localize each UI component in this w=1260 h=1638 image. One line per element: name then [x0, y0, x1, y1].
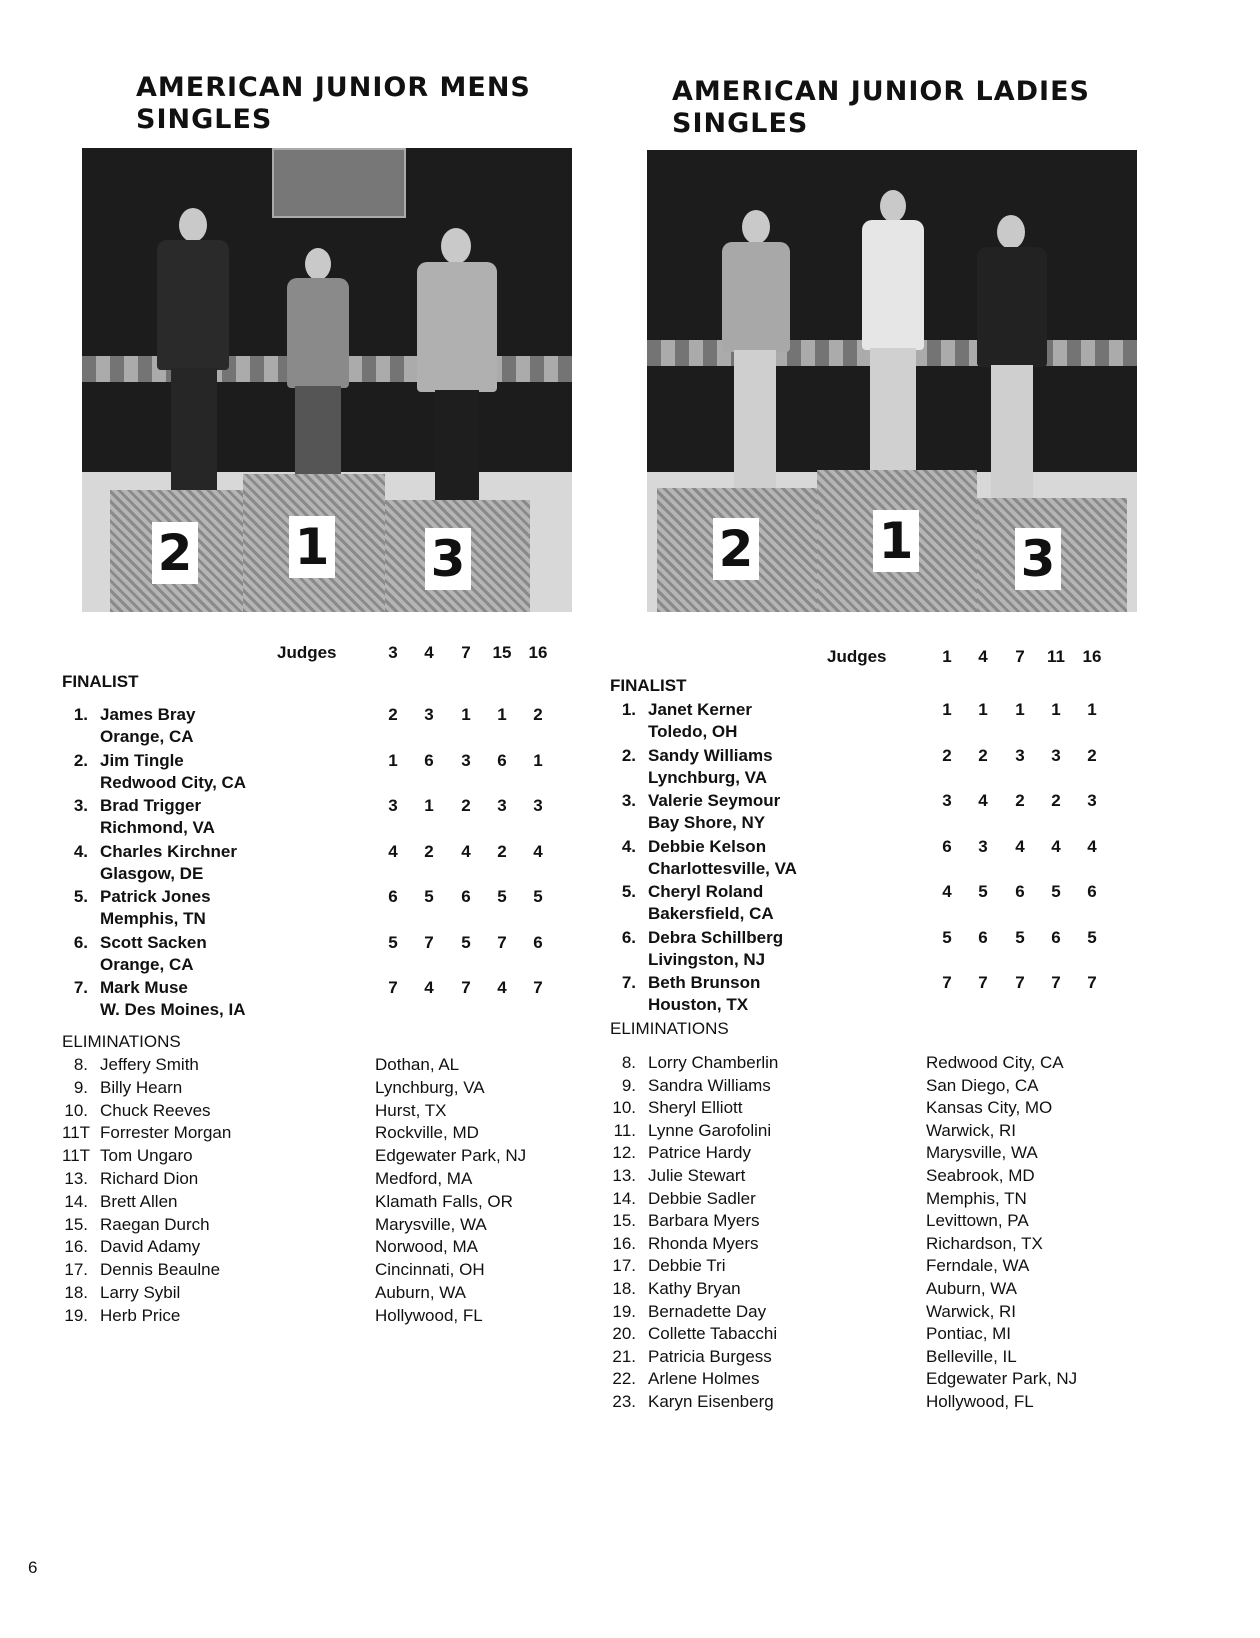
- judge-score: 5: [461, 932, 471, 952]
- elimination-row: [610, 1097, 1150, 1119]
- judge-number: 7: [461, 643, 471, 662]
- judge-score: 3: [388, 796, 398, 815]
- finalist-row: [610, 699, 1150, 743]
- judge-score: 3: [424, 705, 434, 724]
- finalist-row: [62, 750, 602, 794]
- elimination-city: Richardson, TX: [926, 1233, 1043, 1253]
- elimination-city: Rockville, MD: [375, 1123, 479, 1143]
- judge-score: 5: [1051, 882, 1061, 901]
- judge-score: 3: [1051, 745, 1061, 765]
- elimination-rank: 21.: [612, 1346, 636, 1366]
- elimination-city: Levittown, PA: [926, 1211, 1029, 1231]
- elimination-rank: 11T: [62, 1146, 91, 1166]
- ladies-finalist-label: FINALIST: [610, 676, 687, 695]
- elimination-city: Dothan, AL: [375, 1055, 460, 1074]
- elimination-name: Arlene Holmes: [648, 1369, 760, 1389]
- judge-score: 6: [424, 750, 434, 770]
- judge-score: 5: [533, 887, 543, 906]
- finalist-city: Bakersfield, CA: [648, 904, 774, 923]
- judge-number: 11: [1047, 647, 1065, 666]
- finalist-row: [610, 927, 1150, 971]
- elimination-name: David Adamy: [100, 1237, 201, 1257]
- elimination-rank: 19.: [64, 1305, 88, 1325]
- elimination-name: Karyn Eisenberg: [648, 1392, 774, 1411]
- elimination-city: Memphis, TN: [926, 1188, 1027, 1208]
- judge-score: 7: [424, 932, 434, 952]
- finalist-city: Livingston, NJ: [648, 949, 766, 969]
- judge-score: 1: [1051, 700, 1061, 719]
- finalist-name: James Bray: [100, 705, 196, 724]
- elimination-city: Auburn, WA: [375, 1283, 467, 1302]
- elimination-rank: 23.: [612, 1392, 636, 1411]
- elimination-city: Ferndale, WA: [926, 1256, 1030, 1276]
- podium-number-second: 2: [713, 518, 759, 580]
- elimination-name: Rhonda Myers: [648, 1233, 759, 1253]
- mens-title-line1: AMERICAN JUNIOR MENS: [136, 72, 531, 103]
- judge-score: 6: [942, 836, 952, 856]
- finalist-rank: 4.: [621, 836, 636, 856]
- finalist-row: [610, 790, 1150, 834]
- elimination-city: Redwood City, CA: [926, 1053, 1064, 1072]
- finalist-row: [610, 745, 1150, 789]
- elimination-name: Herb Price: [100, 1305, 181, 1325]
- judge-score: 1: [388, 750, 398, 770]
- elimination-name: Patrice Hardy: [648, 1143, 751, 1163]
- elimination-name: Kathy Bryan: [648, 1279, 741, 1298]
- elimination-name: Raegan Durch: [100, 1214, 210, 1234]
- judge-number: 16: [528, 643, 548, 662]
- finalist-name: Cheryl Roland: [648, 882, 764, 901]
- elimination-city: Marysville, WA: [375, 1214, 487, 1234]
- elimination-row: [610, 1346, 1150, 1368]
- elimination-name: Dennis Beaulne: [100, 1260, 221, 1280]
- finalist-rank: 3.: [73, 796, 88, 815]
- judge-score: 3: [1015, 745, 1025, 765]
- elimination-name: Larry Sybil: [100, 1283, 181, 1302]
- judge-score: 7: [1087, 973, 1097, 992]
- elimination-row: [610, 1075, 1150, 1097]
- finalist-name: Debra Schillberg: [648, 927, 784, 947]
- judge-score: 2: [461, 796, 471, 815]
- elimination-name: Lynne Garofolini: [648, 1120, 772, 1140]
- finalist-rank: 7.: [73, 978, 88, 997]
- elimination-rank: 10.: [612, 1098, 636, 1118]
- elimination-row: [62, 1145, 602, 1167]
- elimination-row: [610, 1165, 1150, 1187]
- elimination-row: [610, 1323, 1150, 1345]
- championship-banner: [272, 148, 406, 218]
- elimination-row: [610, 1210, 1150, 1232]
- elimination-rank: 17.: [612, 1256, 636, 1276]
- elimination-city: Seabrook, MD: [926, 1166, 1035, 1185]
- judge-score: 7: [388, 978, 398, 997]
- elimination-rank: 20.: [612, 1324, 636, 1344]
- judge-score: 1: [533, 750, 543, 770]
- judge-score: 4: [388, 841, 398, 861]
- page-number: 6: [28, 1558, 38, 1577]
- ladies-title-line1: AMERICAN JUNIOR LADIES: [672, 76, 1090, 107]
- judge-score: 4: [1087, 836, 1097, 856]
- judge-score: 7: [497, 932, 507, 952]
- judge-score: 3: [461, 750, 471, 770]
- judge-number: 1: [942, 647, 952, 666]
- elimination-rank: 15.: [64, 1214, 88, 1234]
- finalist-row: [62, 795, 602, 839]
- finalist-name: Valerie Seymour: [648, 791, 781, 810]
- elimination-name: Tom Ungaro: [100, 1146, 193, 1166]
- elimination-city: Norwood, MA: [375, 1237, 478, 1257]
- judge-score: 2: [942, 745, 952, 765]
- elimination-rank: 11T: [62, 1123, 91, 1143]
- finalist-rank: 1.: [621, 700, 636, 719]
- podium-number-first: 1: [873, 510, 919, 572]
- finalist-rank: 6.: [621, 927, 636, 947]
- judge-score: 6: [461, 887, 471, 906]
- judge-score: 1: [461, 705, 471, 724]
- elimination-row: [62, 1054, 602, 1076]
- judge-score: 1: [424, 796, 434, 815]
- elimination-name: Julie Stewart: [648, 1166, 746, 1185]
- finalist-name: Scott Sacken: [100, 932, 207, 952]
- mens-finalist-label: FINALIST: [62, 672, 139, 691]
- finalist-row: [62, 977, 602, 1021]
- judge-score: 2: [1015, 791, 1025, 810]
- elimination-row: [62, 1191, 602, 1213]
- elimination-rank: 10.: [64, 1100, 88, 1120]
- mens-podium-photo: [82, 148, 572, 612]
- judge-score: 7: [1051, 973, 1061, 992]
- elimination-name: Collette Tabacchi: [648, 1324, 778, 1344]
- elimination-rank: 16.: [64, 1237, 88, 1257]
- finalist-city: Orange, CA: [100, 954, 194, 974]
- judge-score: 7: [461, 978, 471, 997]
- finalist-name: Beth Brunson: [648, 973, 761, 992]
- judge-score: 5: [942, 927, 952, 947]
- podium-number-first: 1: [289, 516, 335, 578]
- elimination-city: Auburn, WA: [926, 1279, 1018, 1298]
- judge-score: 5: [424, 887, 434, 906]
- elimination-row: [62, 1077, 602, 1099]
- judge-score: 4: [461, 841, 471, 861]
- elimination-row: [610, 1368, 1150, 1390]
- elimination-name: Forrester Morgan: [100, 1123, 232, 1143]
- elimination-rank: 13.: [64, 1169, 88, 1188]
- judge-score: 4: [978, 791, 988, 810]
- elimination-name: Sandra Williams: [648, 1075, 771, 1095]
- judge-score: 2: [497, 841, 507, 861]
- judges-label: Judges: [827, 647, 887, 666]
- elimination-row: [610, 1278, 1150, 1300]
- elimination-row: [610, 1301, 1150, 1323]
- judge-score: 3: [1087, 791, 1097, 810]
- judge-score: 1: [1015, 700, 1025, 719]
- finalist-city: Redwood City, CA: [100, 772, 247, 792]
- podium-number-second: 2: [152, 522, 198, 584]
- finalist-city: Glasgow, DE: [100, 863, 204, 883]
- judge-number: 15: [492, 643, 512, 662]
- judge-score: 2: [533, 705, 543, 724]
- elimination-row: [610, 1052, 1150, 1074]
- finalist-rank: 5.: [73, 887, 88, 906]
- elimination-name: Richard Dion: [100, 1169, 199, 1188]
- ladies-title-line2: SINGLES: [672, 108, 809, 139]
- elimination-city: Warwick, RI: [926, 1120, 1017, 1140]
- judge-number: 4: [424, 643, 434, 662]
- ladies-column: [610, 0, 1170, 1638]
- elimination-city: Edgewater Park, NJ: [375, 1146, 527, 1166]
- elimination-city: Marysville, WA: [926, 1143, 1038, 1163]
- elimination-row: [62, 1259, 602, 1281]
- finalist-name: Janet Kerner: [648, 700, 752, 719]
- finalist-name: Jim Tingle: [100, 750, 184, 770]
- elimination-row: [62, 1236, 602, 1258]
- judge-score: 3: [497, 796, 507, 815]
- elimination-rank: 13.: [612, 1166, 636, 1185]
- judge-number: 4: [978, 647, 988, 666]
- elimination-row: [610, 1120, 1150, 1142]
- elimination-city: Warwick, RI: [926, 1301, 1017, 1321]
- finalist-name: Mark Muse: [100, 978, 188, 997]
- finalist-name: Debbie Kelson: [648, 836, 767, 856]
- judge-score: 5: [388, 932, 398, 952]
- ladies-title: [672, 76, 1090, 140]
- judge-score: 6: [497, 750, 507, 770]
- elimination-name: Barbara Myers: [648, 1211, 760, 1231]
- finalist-rank: 2.: [73, 750, 88, 770]
- finalist-row: [610, 972, 1150, 1016]
- elimination-rank: 14.: [64, 1191, 88, 1211]
- ladies-eliminations-label: ELIMINATIONS: [610, 1019, 729, 1038]
- judge-score: 6: [1051, 927, 1061, 947]
- elimination-name: Debbie Sadler: [648, 1188, 756, 1208]
- finalist-name: Patrick Jones: [100, 887, 211, 906]
- judge-score: 1: [497, 705, 507, 724]
- judge-score: 6: [388, 887, 398, 906]
- podium-number-third: 3: [1015, 528, 1061, 590]
- finalist-city: Houston, TX: [648, 995, 749, 1014]
- finalist-row: [610, 881, 1150, 925]
- elimination-city: Edgewater Park, NJ: [926, 1369, 1078, 1389]
- elimination-rank: 15.: [612, 1211, 636, 1231]
- elimination-city: Kansas City, MO: [926, 1098, 1053, 1118]
- judge-score: 2: [388, 705, 398, 724]
- elimination-name: Debbie Tri: [648, 1256, 726, 1276]
- finalist-rank: 7.: [621, 973, 636, 992]
- elimination-rank: 9.: [73, 1077, 88, 1097]
- finalist-row: [62, 886, 602, 930]
- elimination-rank: 18.: [64, 1283, 88, 1302]
- judge-score: 2: [1087, 745, 1097, 765]
- elimination-rank: 16.: [612, 1233, 636, 1253]
- judges-label: Judges: [277, 643, 337, 662]
- judge-score: 1: [942, 700, 952, 719]
- elimination-city: Hurst, TX: [375, 1100, 447, 1120]
- elimination-city: Klamath Falls, OR: [375, 1191, 513, 1211]
- podium-number-third: 3: [425, 528, 471, 590]
- mens-title-line2: SINGLES: [136, 104, 273, 135]
- judge-score: 7: [942, 973, 952, 992]
- judge-number: 3: [388, 643, 398, 662]
- elimination-name: Brett Allen: [100, 1191, 178, 1211]
- elimination-city: Hollywood, FL: [926, 1392, 1034, 1411]
- judge-score: 3: [942, 791, 952, 810]
- elimination-name: Sheryl Elliott: [648, 1098, 743, 1118]
- judge-score: 3: [978, 836, 988, 856]
- finalist-row: [62, 841, 602, 885]
- elimination-name: Jeffery Smith: [100, 1055, 199, 1074]
- elimination-rank: 14.: [612, 1188, 636, 1208]
- elimination-rank: 8.: [73, 1055, 88, 1074]
- finalist-name: Sandy Williams: [648, 745, 773, 765]
- elimination-row: [610, 1255, 1150, 1277]
- elimination-name: Lorry Chamberlin: [648, 1053, 779, 1072]
- judge-score: 3: [533, 796, 543, 815]
- finalist-rank: 6.: [73, 932, 88, 952]
- elimination-rank: 18.: [612, 1279, 636, 1298]
- finalist-city: Bay Shore, NY: [648, 813, 766, 832]
- judge-score: 4: [942, 882, 952, 901]
- judge-score: 4: [1051, 836, 1061, 856]
- ladies-podium-photo: [647, 150, 1137, 612]
- elimination-city: Hollywood, FL: [375, 1305, 483, 1325]
- finalist-city: W. Des Moines, IA: [100, 1000, 246, 1019]
- elimination-row: [62, 1214, 602, 1236]
- elimination-row: [610, 1233, 1150, 1255]
- finalist-rank: 2.: [621, 745, 636, 765]
- mens-column: [62, 0, 622, 1638]
- elimination-city: Cincinnati, OH: [375, 1260, 485, 1280]
- judge-score: 4: [1015, 836, 1025, 856]
- judge-score: 1: [1087, 700, 1097, 719]
- elimination-city: San Diego, CA: [926, 1075, 1039, 1095]
- judge-score: 4: [533, 841, 543, 861]
- finalist-rank: 4.: [73, 841, 88, 861]
- elimination-rank: 9.: [621, 1075, 636, 1095]
- elimination-rank: 11.: [613, 1120, 636, 1140]
- elimination-row: [62, 1305, 602, 1327]
- elimination-city: Pontiac, MI: [926, 1324, 1012, 1344]
- finalist-name: Charles Kirchner: [100, 841, 237, 861]
- elimination-row: [62, 1282, 602, 1304]
- mens-eliminations-label: ELIMINATIONS: [62, 1032, 181, 1051]
- mens-title: [136, 72, 531, 136]
- elimination-row: [62, 1168, 602, 1190]
- finalist-row: [62, 704, 602, 748]
- elimination-row: [610, 1391, 1150, 1413]
- finalist-row: [62, 932, 602, 976]
- finalist-city: Charlottesville, VA: [648, 858, 797, 878]
- judge-score: 6: [533, 932, 543, 952]
- finalist-rank: 5.: [621, 882, 636, 901]
- elimination-city: Belleville, IL: [926, 1346, 1017, 1366]
- elimination-rank: 19.: [612, 1301, 636, 1321]
- judge-score: 6: [978, 927, 988, 947]
- judge-score: 5: [497, 887, 507, 906]
- finalist-rank: 1.: [73, 705, 88, 724]
- judge-score: 6: [1015, 882, 1025, 901]
- elimination-row: [610, 1142, 1150, 1164]
- judge-score: 6: [1087, 882, 1097, 901]
- judge-score: 1: [978, 700, 988, 719]
- judge-score: 4: [424, 978, 434, 997]
- judge-number: 16: [1082, 647, 1102, 666]
- elimination-name: Chuck Reeves: [100, 1100, 211, 1120]
- judge-score: 5: [1087, 927, 1097, 947]
- finalist-rank: 3.: [621, 791, 636, 810]
- elimination-row: [62, 1122, 602, 1144]
- judge-score: 7: [533, 978, 543, 997]
- judge-score: 5: [978, 882, 988, 901]
- judge-score: 4: [497, 978, 507, 997]
- elimination-city: Lynchburg, VA: [375, 1077, 485, 1097]
- finalist-city: Lynchburg, VA: [648, 767, 767, 787]
- elimination-rank: 17.: [64, 1260, 88, 1280]
- elimination-name: Bernadette Day: [648, 1301, 767, 1321]
- elimination-row: [62, 1100, 602, 1122]
- finalist-city: Memphis, TN: [100, 909, 206, 928]
- elimination-row: [610, 1188, 1150, 1210]
- elimination-name: Patricia Burgess: [648, 1346, 772, 1366]
- judge-score: 7: [1015, 973, 1025, 992]
- judge-score: 5: [1015, 927, 1025, 947]
- elimination-rank: 22.: [612, 1369, 636, 1389]
- judge-score: 2: [978, 745, 988, 765]
- elimination-city: Medford, MA: [375, 1169, 473, 1188]
- elimination-rank: 8.: [621, 1053, 636, 1072]
- elimination-name: Billy Hearn: [100, 1077, 183, 1097]
- finalist-row: [610, 836, 1150, 880]
- finalist-city: Toledo, OH: [648, 722, 738, 741]
- judge-score: 7: [978, 973, 988, 992]
- judge-number: 7: [1015, 647, 1025, 666]
- elimination-rank: 12.: [612, 1143, 636, 1163]
- finalist-name: Brad Trigger: [100, 796, 202, 815]
- judge-score: 2: [424, 841, 434, 861]
- finalist-city: Richmond, VA: [100, 818, 215, 837]
- finalist-city: Orange, CA: [100, 727, 194, 746]
- judge-score: 2: [1051, 791, 1061, 810]
